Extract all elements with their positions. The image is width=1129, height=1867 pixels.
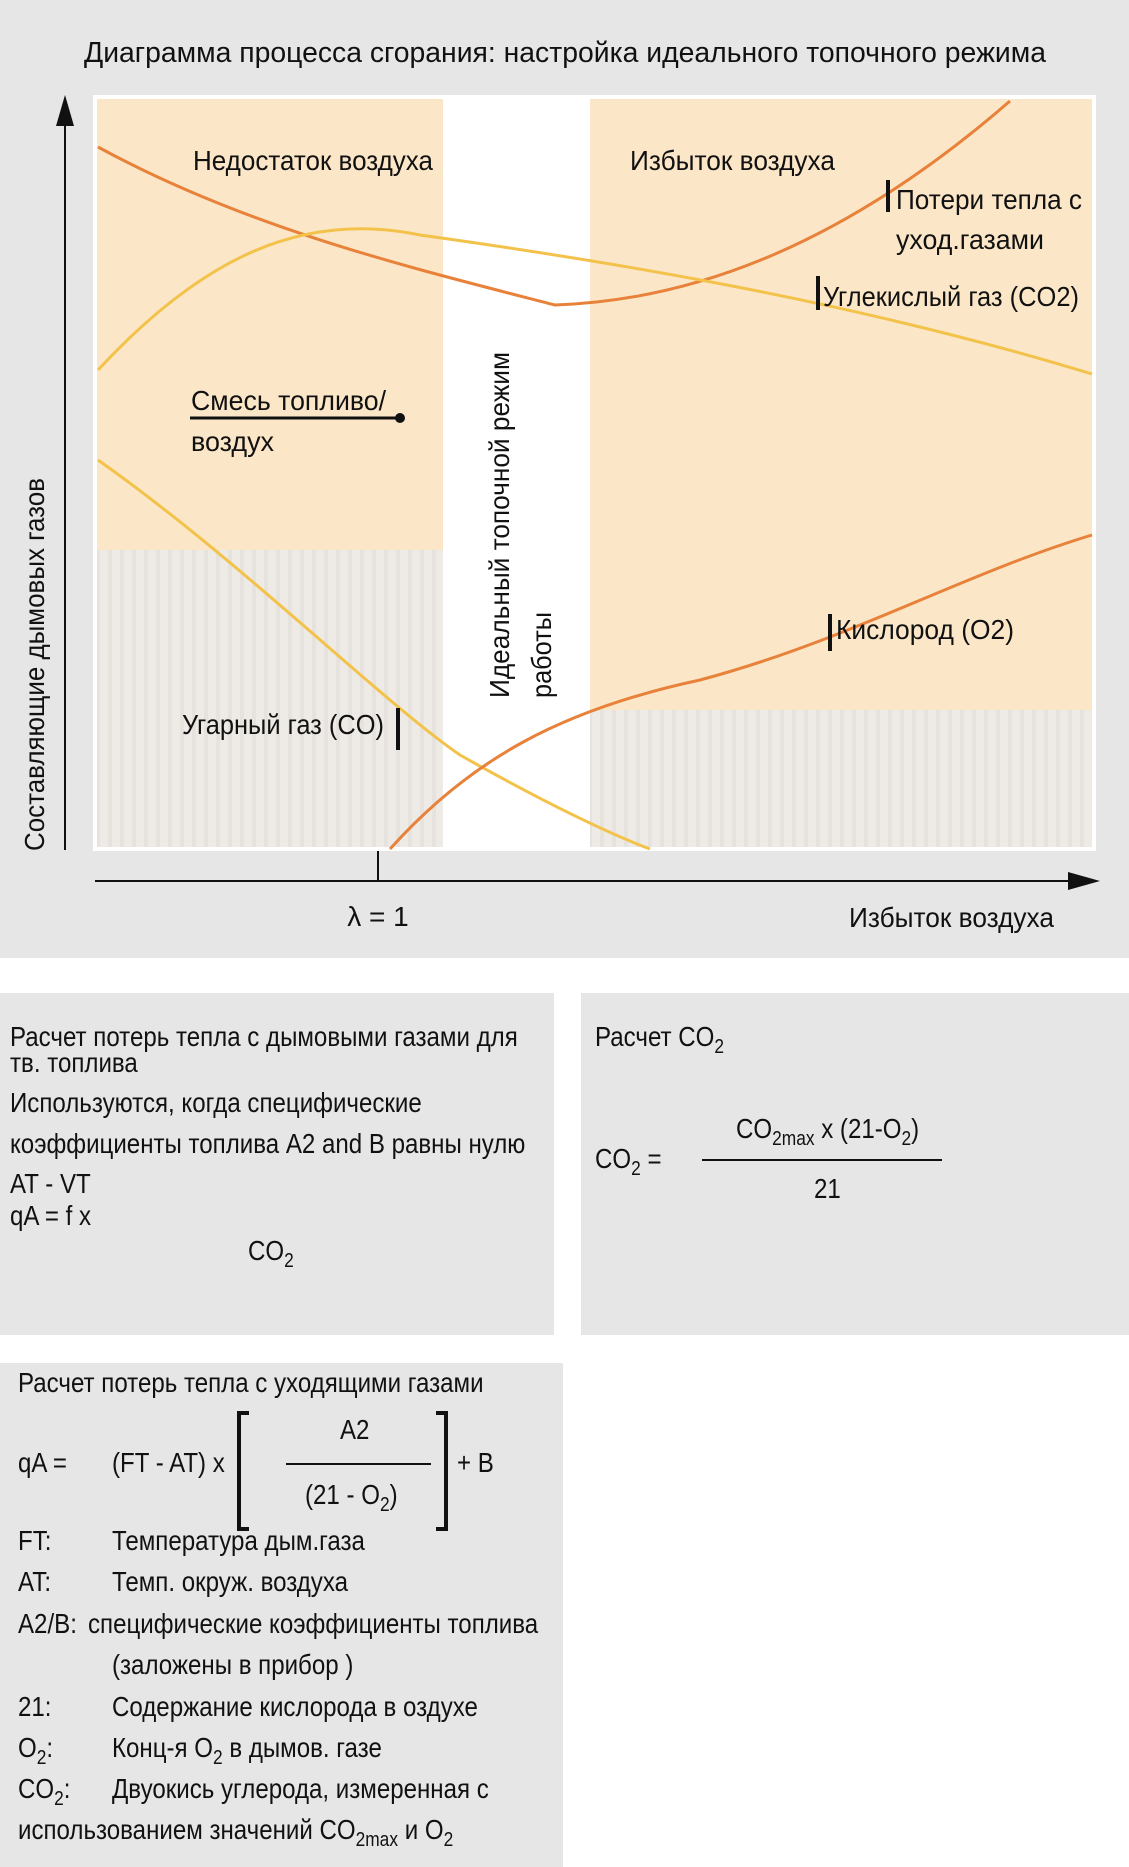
y-axis-arrow — [56, 95, 74, 126]
heat-den-close: ) — [389, 1479, 398, 1510]
co2-num-main: CO — [736, 1113, 773, 1144]
oxygen-label: Кислород (O2) — [836, 614, 1014, 645]
co2-num-sub2: 2 — [901, 1128, 912, 1151]
fuel-box-co2-main: CO — [248, 1235, 285, 1266]
heat-formula-left-bracket — [237, 1411, 249, 1531]
co2-box-title-sub: 2 — [714, 1036, 725, 1059]
co2-num-rest: x (21-O — [814, 1113, 902, 1144]
def-o2-key-main: O — [18, 1732, 37, 1763]
fuel-heat-loss-box — [0, 993, 554, 1335]
fuel-box-co2-sub: 2 — [284, 1250, 294, 1273]
heat-box-title: Расчет потерь тепла с уходящими газами — [18, 1367, 484, 1398]
co2-formula-numerator — [736, 1115, 919, 1149]
def-last-and: и O — [397, 1814, 444, 1845]
def-co2-value-2 — [18, 1816, 453, 1850]
co2-lhs-main: CO — [595, 1143, 632, 1174]
ideal-zone-label-1: Идеальный топочной режим — [484, 328, 515, 698]
x-axis-label: Избыток воздуха — [849, 902, 1055, 933]
x-axis-arrow — [1068, 872, 1100, 890]
def-last-sub2: 2 — [443, 1829, 454, 1852]
co2-box-title — [595, 1023, 724, 1057]
zone-right-label: Избыток воздуха — [630, 145, 836, 176]
zone-left-label: Недостаток воздуха — [193, 145, 434, 176]
def-o2-value — [112, 1734, 382, 1768]
co2-calc-box — [581, 993, 1129, 1335]
def-o2-key-colon: : — [46, 1732, 54, 1763]
def-a2b-key: A2/B: — [18, 1608, 77, 1639]
def-last-main: использованием значений CO — [18, 1814, 356, 1845]
mixture-label-1: Смесь топливо/ — [191, 385, 387, 416]
heat-formula-numerator: A2 — [340, 1414, 370, 1445]
heat-formula-fraction-bar — [286, 1463, 431, 1465]
def-co2-key-sub: 2 — [54, 1788, 64, 1811]
co2-box-title-main: Расчет CO — [595, 1021, 715, 1052]
co-label: Угарный газ (CO) — [182, 709, 384, 740]
def-ft-value: Температура дым.газа — [112, 1525, 365, 1556]
def-last-sub: 2max — [355, 1829, 398, 1852]
fuel-box-line-4: коэффициенты топлива A2 and B равны нулю — [10, 1128, 526, 1159]
def-21-value: Содержание кислорода в оздухе — [112, 1691, 478, 1722]
heat-formula-denominator — [305, 1481, 398, 1515]
fuel-box-line-3: Используются, когда специфические — [10, 1087, 422, 1118]
heat-formula-right-bracket — [436, 1411, 448, 1531]
heat-formula-qa: qA = — [18, 1447, 67, 1478]
def-co2-key — [18, 1775, 70, 1809]
def-o2-val-main: Конц-я O — [112, 1732, 213, 1763]
heat-den-main: (21 - O — [305, 1479, 380, 1510]
shade-right-lower — [590, 710, 1092, 847]
mixture-pointer-dot — [395, 413, 405, 423]
heat-loss-box — [0, 1363, 563, 1867]
fuel-box-line-5: AT - VT — [10, 1168, 91, 1199]
def-o2-val-rest: в дымов. газе — [222, 1732, 382, 1763]
heat-formula-ft-at: (FT - AT) x — [112, 1447, 225, 1478]
def-a2b-value: специфические коэффициенты топлива — [88, 1608, 539, 1639]
def-co2-value: Двуокись углерода, измеренная с — [112, 1773, 489, 1804]
ideal-zone-label-2: работы — [526, 602, 557, 698]
heat-loss-label-2: уход.газами — [896, 224, 1044, 255]
heat-loss-label-1: Потери тепла с — [896, 184, 1082, 215]
co2-label: Углекислый газ (CO2) — [823, 281, 1079, 312]
fuel-box-title-1: Расчет потерь тепла с дымовыми газами для — [10, 1021, 518, 1052]
co2-fraction-bar — [702, 1159, 942, 1161]
def-co2-key-colon: : — [63, 1773, 71, 1804]
co2-lhs-sub: 2 — [631, 1158, 641, 1181]
def-co2-key-main: CO — [18, 1773, 55, 1804]
def-o2-key — [18, 1734, 53, 1768]
def-o2-key-sub: 2 — [36, 1747, 47, 1770]
def-a2b-value-2: (заложены в прибор ) — [112, 1649, 354, 1680]
y-axis-label: Составляющие дымовых газов — [19, 448, 50, 851]
lambda-label: λ = 1 — [347, 901, 409, 932]
co2-num-close: ) — [911, 1113, 920, 1144]
diagram-title: Диаграмма процесса сгорания: настройка идеального топочного режима — [84, 37, 1047, 69]
shade-left-lower — [97, 550, 443, 847]
co2-num-sub: 2max — [772, 1128, 815, 1151]
co2-formula-lhs — [595, 1145, 662, 1179]
def-o2-val-sub: 2 — [212, 1747, 223, 1770]
def-ft-key: FT: — [18, 1525, 52, 1556]
co2-lhs-eq: = — [640, 1143, 662, 1174]
def-at-key: AT: — [18, 1566, 52, 1597]
def-21-key: 21: — [18, 1691, 52, 1722]
ideal-zone — [443, 97, 590, 849]
fuel-box-title-2: тв. топлива — [10, 1047, 138, 1078]
mixture-label-2: воздух — [191, 426, 274, 457]
def-at-value: Темп. окруж. воздуха — [112, 1566, 348, 1597]
fuel-box-line-6: qA = f x — [10, 1200, 91, 1231]
heat-den-sub: 2 — [379, 1494, 390, 1517]
co2-formula-denominator: 21 — [814, 1173, 841, 1204]
heat-formula-plus-b: + B — [457, 1447, 494, 1478]
fuel-box-co2 — [248, 1237, 294, 1271]
